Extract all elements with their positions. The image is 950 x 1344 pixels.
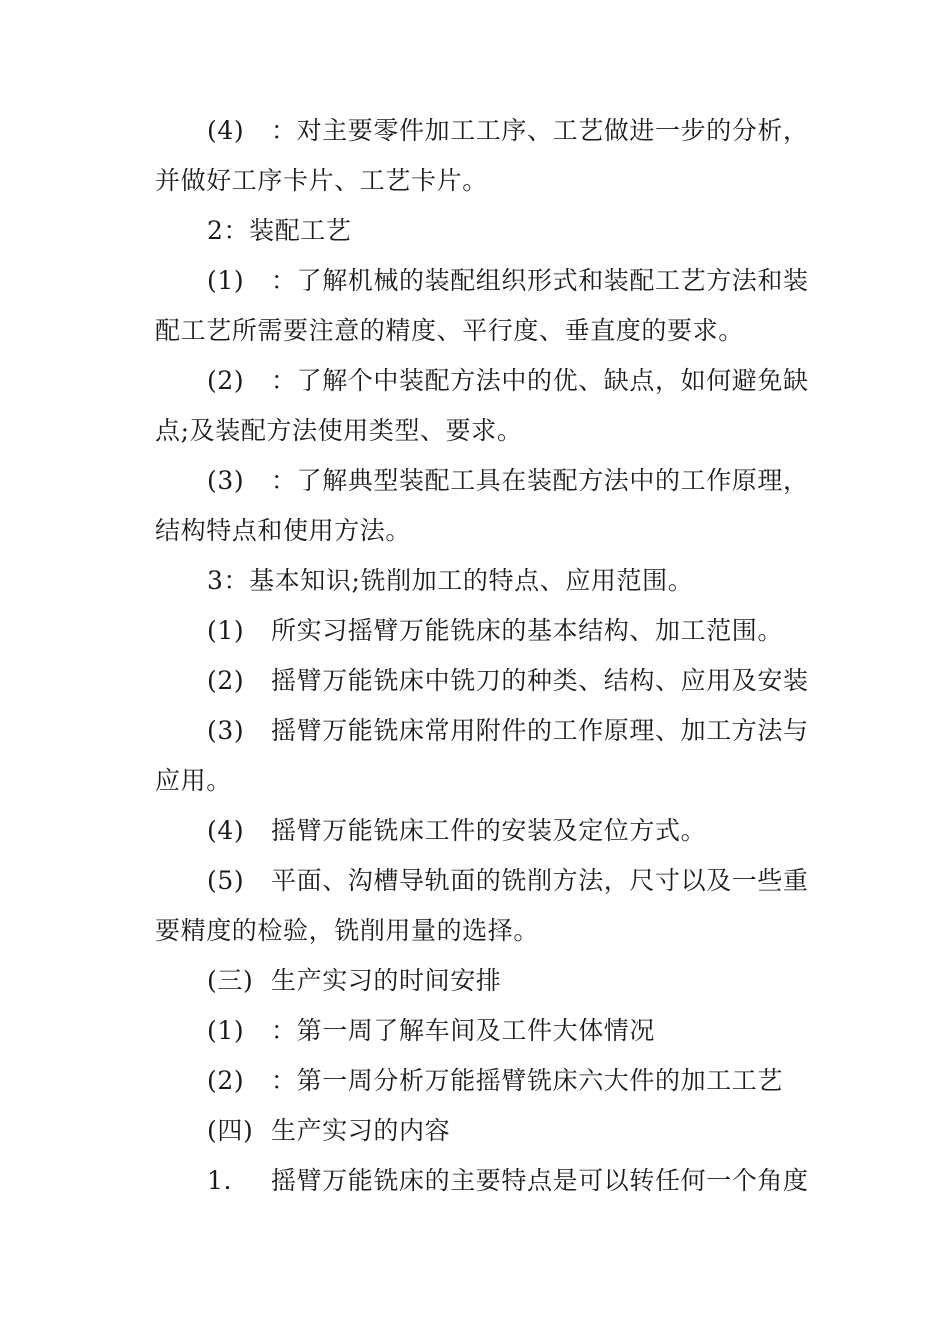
paragraph-line (207, 256, 815, 306)
line-text: 应用。 (155, 766, 232, 795)
line-text: 点;及装配方法使用类型、要求。 (155, 416, 523, 445)
line-text: 生产实习的内容 (271, 1116, 451, 1145)
paragraph-line (207, 656, 815, 706)
line-text: ：了解机械的装配组织形式和装配工艺方法和装 (271, 266, 809, 295)
line-text: ：了解个中装配方法中的优、缺点，如何避免缺 (271, 366, 809, 395)
line-text: 摇臂万能铣床工件的安装及定位方式。 (271, 816, 707, 845)
line-text: 3：基本知识;铣削加工的特点、应用范围。 (207, 566, 694, 595)
item-number: 1. (207, 1166, 233, 1195)
line-text: 摇臂万能铣床中铣刀的种类、结构、应用及安装 (271, 666, 809, 695)
paragraph-line (155, 506, 815, 556)
paragraph-line (207, 806, 815, 856)
line-text: 摇臂万能铣床常用附件的工作原理、加工方法与 (271, 716, 809, 745)
paragraph-line (207, 706, 815, 756)
line-text: 生产实习的时间安排 (271, 966, 502, 995)
item-number: (三) (207, 966, 254, 995)
line-text: 所实习摇臂万能铣床的基本结构、加工范围。 (271, 616, 784, 645)
item-number: (2) (207, 366, 245, 395)
section-heading (207, 956, 815, 1006)
line-text: 要精度的检验，铣削用量的选择。 (155, 916, 540, 945)
line-text: ：第一周了解车间及工件大体情况 (271, 1016, 656, 1045)
line-text: ：第一周分析万能摇臂铣床六大件的加工工艺 (271, 1066, 784, 1095)
paragraph-line (155, 756, 815, 806)
item-number: (1) (207, 1016, 245, 1045)
item-number: (5) (207, 866, 245, 895)
paragraph-line (207, 106, 815, 156)
line-text: 摇臂万能铣床的主要特点是可以转任何一个角度 (271, 1166, 809, 1195)
line-text: ：了解典型装配工具在装配方法中的工作原理， (271, 466, 809, 495)
paragraph-line (207, 1056, 815, 1106)
paragraph-line (155, 306, 815, 356)
section-heading (207, 1106, 815, 1156)
item-number: (4) (207, 816, 245, 845)
paragraph-line (207, 1006, 815, 1056)
item-number: (2) (207, 666, 245, 695)
item-number: (3) (207, 716, 245, 745)
line-text: 2：装配工艺 (207, 216, 352, 245)
paragraph-line (155, 156, 815, 206)
section-heading (207, 556, 815, 606)
section-heading (207, 206, 815, 256)
line-text: 结构特点和使用方法。 (155, 516, 412, 545)
paragraph-line (207, 1156, 815, 1206)
paragraph-line (155, 906, 815, 956)
item-number: (4) (207, 116, 245, 145)
item-number: (四) (207, 1116, 254, 1145)
paragraph-line (155, 406, 815, 456)
line-text: 配工艺所需要注意的精度、平行度、垂直度的要求。 (155, 316, 744, 345)
line-text: 并做好工序卡片、工艺卡片。 (155, 166, 488, 195)
item-number: (1) (207, 616, 245, 645)
paragraph-line (207, 356, 815, 406)
item-number: (3) (207, 466, 245, 495)
line-text: ：对主要零件加工工序、工艺做进一步的分析， (271, 116, 809, 145)
paragraph-line (207, 606, 815, 656)
item-number: (2) (207, 1066, 245, 1095)
paragraph-line (207, 456, 815, 506)
line-text: 平面、沟槽导轨面的铣削方法，尺寸以及一些重 (271, 866, 809, 895)
paragraph-line (207, 856, 815, 906)
item-number: (1) (207, 266, 245, 295)
